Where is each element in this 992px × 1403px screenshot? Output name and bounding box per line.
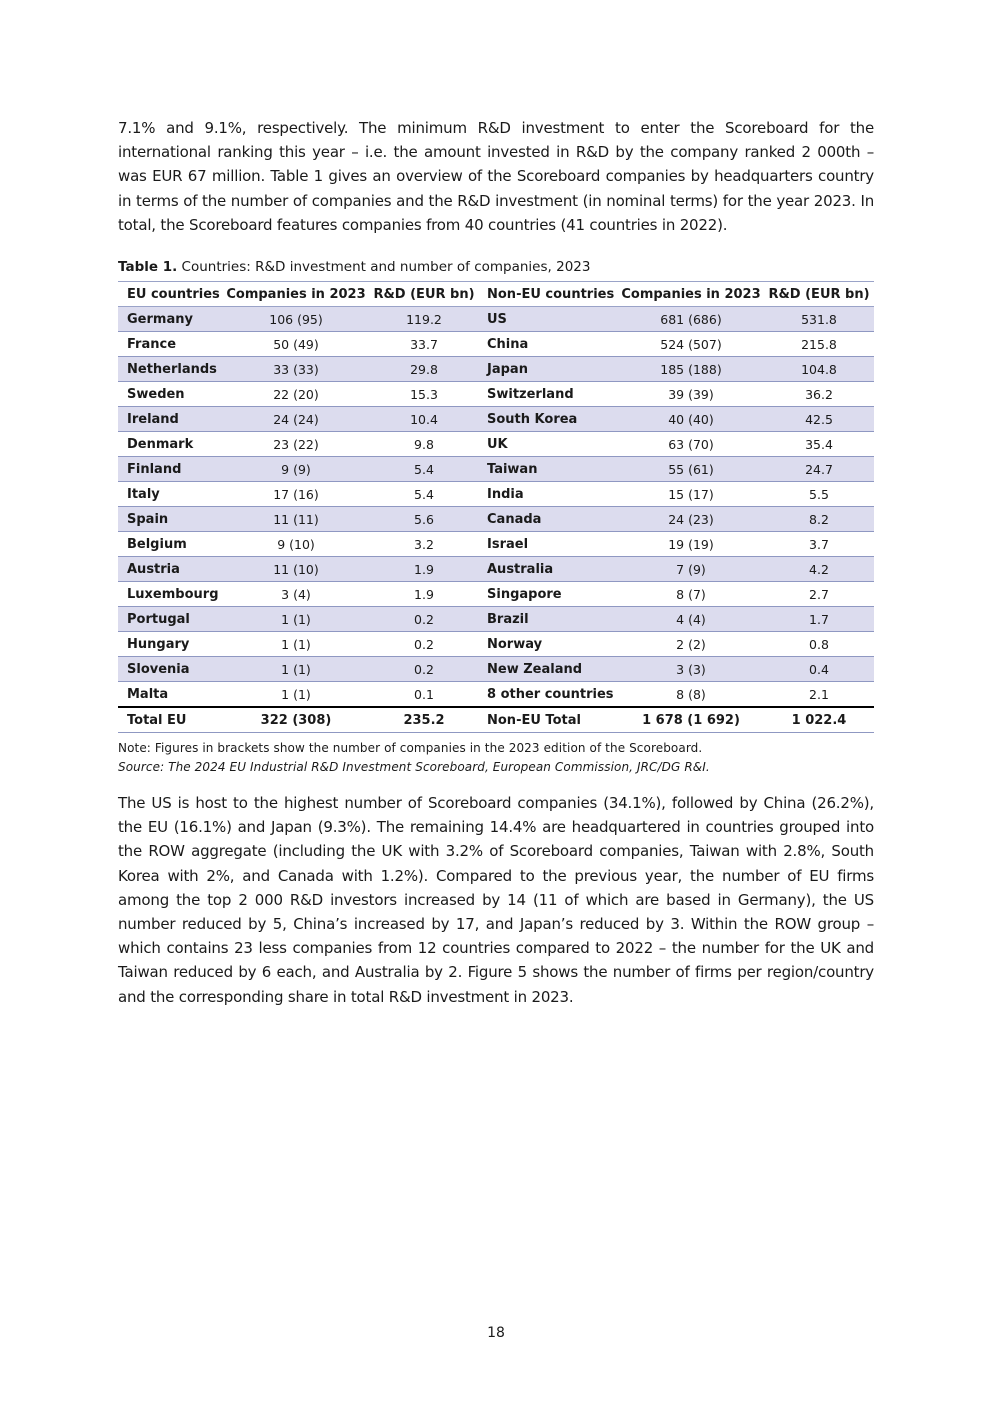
- non-eu-rd-cell: 1.7: [764, 607, 874, 632]
- non-eu-country-cell: Canada: [478, 507, 618, 532]
- table-row: [118, 632, 874, 657]
- non-eu-country-cell: US: [478, 307, 618, 332]
- non-eu-companies-cell: 7 (9): [618, 557, 764, 582]
- eu-country-cell: Malta: [118, 682, 222, 708]
- non-eu-country-cell: UK: [478, 432, 618, 457]
- table-row: [118, 332, 874, 357]
- eu-country-cell: Sweden: [118, 382, 222, 407]
- eu-companies-cell: 23 (22): [222, 432, 370, 457]
- total-eu-companies: 322 (308): [222, 707, 370, 733]
- non-eu-companies-cell: 63 (70): [618, 432, 764, 457]
- non-eu-country-cell: Switzerland: [478, 382, 618, 407]
- non-eu-rd-cell: 8.2: [764, 507, 874, 532]
- eu-country-cell: Italy: [118, 482, 222, 507]
- total-eu-label: Total EU: [118, 707, 222, 733]
- eu-companies-cell: 106 (95): [222, 307, 370, 332]
- non-eu-rd-cell: 0.8: [764, 632, 874, 657]
- non-eu-companies-cell: 24 (23): [618, 507, 764, 532]
- eu-country-cell: Hungary: [118, 632, 222, 657]
- non-eu-rd-cell: 3.7: [764, 532, 874, 557]
- non-eu-companies-cell: 39 (39): [618, 382, 764, 407]
- eu-country-cell: Netherlands: [118, 357, 222, 382]
- non-eu-companies-cell: 8 (7): [618, 582, 764, 607]
- table-row: [118, 432, 874, 457]
- table-row: [118, 507, 874, 532]
- page-number: 18: [487, 1325, 505, 1341]
- total-non-eu-label: Non-EU Total: [478, 707, 618, 733]
- analysis-paragraph: The US is host to the highest number of Scoreboard companies (34.1%), followed by China (26.2%), the EU (16.1%) and Japan (9.3%). The remaining 14.4% are headquartered in countries grouped into the ROW aggregate (including the UK with 3.2% of Scoreboard companies, Taiwan with 2.8%, South Korea with 2%, and Canada with 1.2%). Compared to the previous year, the number of EU firms among the top 2 000 R&D investors increased by 14 (11 of which are based in Germany), the US number reduced by 5, China’s increased by 17, and Japan’s reduced by 3. Within the ROW group – which contains 23 less companies from 12 countries compared to 2022 – the number for the UK and Taiwan reduced by 6 each, and Australia by 2. Figure 5 shows the number of firms per region/country and the corresponding share in total R&D investment in 2023.: [118, 794, 874, 1006]
- eu-country-cell: Luxembourg: [118, 582, 222, 607]
- table-row: [118, 357, 874, 382]
- total-non-eu-companies: 1 678 (1 692): [618, 707, 764, 733]
- non-eu-country-cell: China: [478, 332, 618, 357]
- total-non-eu-rd: 1 022.4: [764, 707, 874, 733]
- header-eu-companies: Companies in 2023: [222, 282, 370, 307]
- intro-paragraph: 7.1% and 9.1%, respectively. The minimum R&D investment to enter the Scoreboard for the international ranking this year – i.e. the amount invested in R&D by the company ranked 2 000th – was EUR 67 million. Table 1 gives an overview of the Scoreboard companies by headquarters country in terms of the number of companies and the R&D investment (in nominal terms) for the year 2023. In total, the Scoreboard features companies from 40 countries (41 countries in 2022).: [118, 119, 874, 234]
- eu-country-cell: Denmark: [118, 432, 222, 457]
- eu-rd-cell: 1.9: [370, 557, 478, 582]
- eu-country-cell: Portugal: [118, 607, 222, 632]
- header-non-eu-rd: R&D (EUR bn): [764, 282, 874, 307]
- eu-companies-cell: 24 (24): [222, 407, 370, 432]
- eu-companies-cell: 22 (20): [222, 382, 370, 407]
- eu-country-cell: Ireland: [118, 407, 222, 432]
- non-eu-companies-cell: 15 (17): [618, 482, 764, 507]
- eu-country-cell: Spain: [118, 507, 222, 532]
- table-row: [118, 382, 874, 407]
- non-eu-rd-cell: 2.7: [764, 582, 874, 607]
- eu-companies-cell: 1 (1): [222, 657, 370, 682]
- eu-companies-cell: 50 (49): [222, 332, 370, 357]
- non-eu-country-cell: New Zealand: [478, 657, 618, 682]
- eu-rd-cell: 3.2: [370, 532, 478, 557]
- non-eu-rd-cell: 4.2: [764, 557, 874, 582]
- header-eu-rd: R&D (EUR bn): [370, 282, 478, 307]
- eu-rd-cell: 15.3: [370, 382, 478, 407]
- header-non-eu-countries: Non-EU countries: [478, 282, 618, 307]
- non-eu-rd-cell: 35.4: [764, 432, 874, 457]
- non-eu-country-cell: Australia: [478, 557, 618, 582]
- table-source: Source: The 2024 EU Industrial R&D Investment Scoreboard, European Commission, JRC/DG R&I.: [118, 760, 710, 774]
- non-eu-rd-cell: 36.2: [764, 382, 874, 407]
- eu-companies-cell: 33 (33): [222, 357, 370, 382]
- eu-rd-cell: 5.6: [370, 507, 478, 532]
- eu-companies-cell: 11 (11): [222, 507, 370, 532]
- non-eu-country-cell: Norway: [478, 632, 618, 657]
- non-eu-country-cell: India: [478, 482, 618, 507]
- non-eu-rd-cell: 24.7: [764, 457, 874, 482]
- non-eu-companies-cell: 2 (2): [618, 632, 764, 657]
- eu-rd-cell: 29.8: [370, 357, 478, 382]
- table-caption-label: Table 1.: [118, 259, 178, 275]
- non-eu-companies-cell: 3 (3): [618, 657, 764, 682]
- eu-companies-cell: 9 (10): [222, 532, 370, 557]
- non-eu-country-cell: Taiwan: [478, 457, 618, 482]
- non-eu-companies-cell: 8 (8): [618, 682, 764, 708]
- non-eu-country-cell: 8 other countries: [478, 682, 618, 708]
- table-row: [118, 482, 874, 507]
- eu-rd-cell: 0.2: [370, 632, 478, 657]
- non-eu-rd-cell: 42.5: [764, 407, 874, 432]
- header-non-eu-companies: Companies in 2023: [618, 282, 764, 307]
- eu-rd-cell: 5.4: [370, 482, 478, 507]
- table-row: [118, 582, 874, 607]
- non-eu-companies-cell: 19 (19): [618, 532, 764, 557]
- non-eu-companies-cell: 40 (40): [618, 407, 764, 432]
- non-eu-companies-cell: 524 (507): [618, 332, 764, 357]
- eu-rd-cell: 119.2: [370, 307, 478, 332]
- table-row: [118, 657, 874, 682]
- non-eu-country-cell: Israel: [478, 532, 618, 557]
- eu-companies-cell: 9 (9): [222, 457, 370, 482]
- table-row: [118, 307, 874, 332]
- non-eu-rd-cell: 531.8: [764, 307, 874, 332]
- rd-investment-table: [118, 281, 874, 733]
- non-eu-companies-cell: 4 (4): [618, 607, 764, 632]
- eu-rd-cell: 0.2: [370, 607, 478, 632]
- eu-companies-cell: 1 (1): [222, 607, 370, 632]
- non-eu-companies-cell: 185 (188): [618, 357, 764, 382]
- eu-rd-cell: 1.9: [370, 582, 478, 607]
- eu-companies-cell: 17 (16): [222, 482, 370, 507]
- non-eu-rd-cell: 215.8: [764, 332, 874, 357]
- eu-rd-cell: 0.1: [370, 682, 478, 708]
- non-eu-companies-cell: 681 (686): [618, 307, 764, 332]
- eu-rd-cell: 10.4: [370, 407, 478, 432]
- header-eu-countries: EU countries: [118, 282, 222, 307]
- table-row: [118, 457, 874, 482]
- non-eu-country-cell: Brazil: [478, 607, 618, 632]
- table-row: [118, 607, 874, 632]
- eu-country-cell: Slovenia: [118, 657, 222, 682]
- eu-country-cell: Austria: [118, 557, 222, 582]
- non-eu-country-cell: South Korea: [478, 407, 618, 432]
- non-eu-country-cell: Singapore: [478, 582, 618, 607]
- non-eu-companies-cell: 55 (61): [618, 457, 764, 482]
- non-eu-rd-cell: 2.1: [764, 682, 874, 708]
- table-row: [118, 557, 874, 582]
- non-eu-country-cell: Japan: [478, 357, 618, 382]
- table-row: [118, 682, 874, 708]
- eu-rd-cell: 5.4: [370, 457, 478, 482]
- non-eu-rd-cell: 5.5: [764, 482, 874, 507]
- table-note: Note: Figures in brackets show the number of companies in the 2023 edition of the Scoreboard.: [118, 741, 703, 755]
- table-caption-text: Countries: R&D investment and number of companies, 2023: [177, 259, 591, 275]
- total-eu-rd: 235.2: [370, 707, 478, 733]
- eu-companies-cell: 3 (4): [222, 582, 370, 607]
- eu-rd-cell: 33.7: [370, 332, 478, 357]
- eu-country-cell: Belgium: [118, 532, 222, 557]
- table-header-row: [118, 282, 874, 307]
- table-row: [118, 532, 874, 557]
- eu-country-cell: France: [118, 332, 222, 357]
- eu-companies-cell: 1 (1): [222, 682, 370, 708]
- table-body: [118, 307, 874, 708]
- non-eu-rd-cell: 104.8: [764, 357, 874, 382]
- table-row: [118, 407, 874, 432]
- eu-companies-cell: 11 (10): [222, 557, 370, 582]
- eu-rd-cell: 9.8: [370, 432, 478, 457]
- eu-rd-cell: 0.2: [370, 657, 478, 682]
- eu-companies-cell: 1 (1): [222, 632, 370, 657]
- eu-country-cell: Germany: [118, 307, 222, 332]
- table-caption: [118, 259, 590, 275]
- eu-country-cell: Finland: [118, 457, 222, 482]
- table-total-row: [118, 707, 874, 733]
- non-eu-rd-cell: 0.4: [764, 657, 874, 682]
